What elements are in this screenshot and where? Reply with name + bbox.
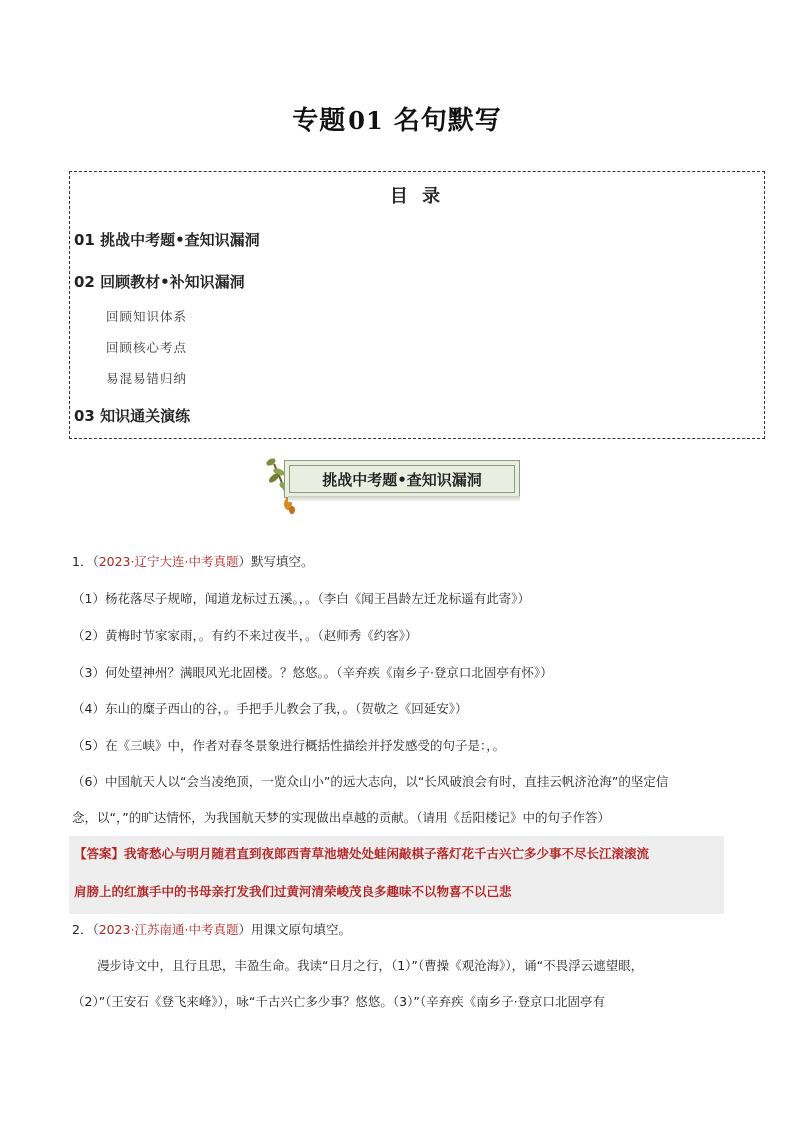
toc-section-1[interactable]: 01 挑战中考题•查知识漏洞 [74, 231, 260, 249]
toc-section-2[interactable]: 02 回顾教材•补知识漏洞 [74, 273, 245, 291]
banner-frame [284, 460, 520, 498]
toc-heading: 目 录 [389, 186, 445, 207]
question-1-instruction: ）默写填空。 [238, 554, 314, 569]
section-banner [262, 456, 524, 518]
banner-label: 挑战中考题•查知识漏洞 [289, 465, 515, 493]
answer-line-2: 肩膀上的红旗手中的书母亲打发我们过黄河清荣峻茂良多趣味不以物喜不以己悲 [74, 884, 512, 899]
title-suffix: 名句默写 [393, 106, 502, 136]
question-1-item-1: （1）杨花落尽子规啼，闻道龙标过五溪。，。（李白《闻王昌龄左迁龙标遥有此寄》） [72, 591, 530, 606]
question-1-stem [72, 552, 732, 570]
toc-subsection-1[interactable]: 回顾知识体系 [106, 309, 188, 324]
answer-line-1: 【答案】我寄愁心与明月随君直到夜郎西青草池塘处处蛙闲敲棋子落灯花千古兴亡多少事不尽长江滚滚流 [74, 846, 650, 861]
question-1-item-5: （5）在《三峡》中，作者对春冬景象进行概括性描绘并抒发感受的句子是：，。 [72, 738, 505, 753]
question-1-item-6-continued: 念，以“，”的旷达情怀，为我国航天梦的实现做出卓越的贡献。（请用《岳阳楼记》中的句子作答） [72, 810, 610, 825]
toc-subsection-3[interactable]: 易混易错归纳 [106, 371, 188, 386]
question-1-item-4: （4）东山的糜子西山的谷，。手把手儿教会了我，。（贺敬之《回延安》） [72, 701, 468, 716]
question-2-source: 2023·江苏南通·中考真题 [98, 922, 239, 937]
banner-shadow [288, 496, 520, 502]
question-2-line-2: （2）”（王安石《登飞来峰》），咏“千古兴亡多少事？悠悠。（3）”（辛弃疾《南乡子·登京口北固亭有 [72, 994, 606, 1009]
question-1-number: 1．（ [72, 554, 99, 569]
question-2-instruction: ）用课文原句填空。 [238, 922, 351, 937]
question-1-item-6: （6）中国航天人以“会当凌绝顶，一览众山小”的远大志向，以“长风破浪会有时，直挂云帆济沧海”的坚定信 [72, 774, 669, 789]
question-1-item-3: （3）何处望神州？满眼风光北固楼。？悠悠。。（辛弃疾《南乡子·登京口北固亭有怀》） [72, 665, 553, 680]
toc-section-3[interactable]: 03 知识通关演练 [74, 407, 191, 425]
question-2-line-1: 漫步诗文中，且行且思，丰盈生命。我读“日月之行，（1）”（曹操《观沧海》），诵“不畏浮云遮望眼， [72, 958, 644, 973]
question-1-item-2: （2）黄梅时节家家雨，。有约不来过夜半，。（赵师秀《约客》） [72, 628, 418, 643]
title-number: 01 [348, 106, 384, 135]
title-prefix: 专题 [292, 106, 347, 136]
table-of-contents [69, 171, 765, 439]
toc-subsection-2[interactable]: 回顾核心考点 [106, 340, 188, 355]
question-1-source: 2023·辽宁大连·中考真题 [98, 554, 239, 569]
question-2-number: 2．（ [72, 922, 99, 937]
answer-box [69, 836, 724, 914]
page-title [0, 100, 794, 137]
question-2-stem [72, 920, 732, 938]
